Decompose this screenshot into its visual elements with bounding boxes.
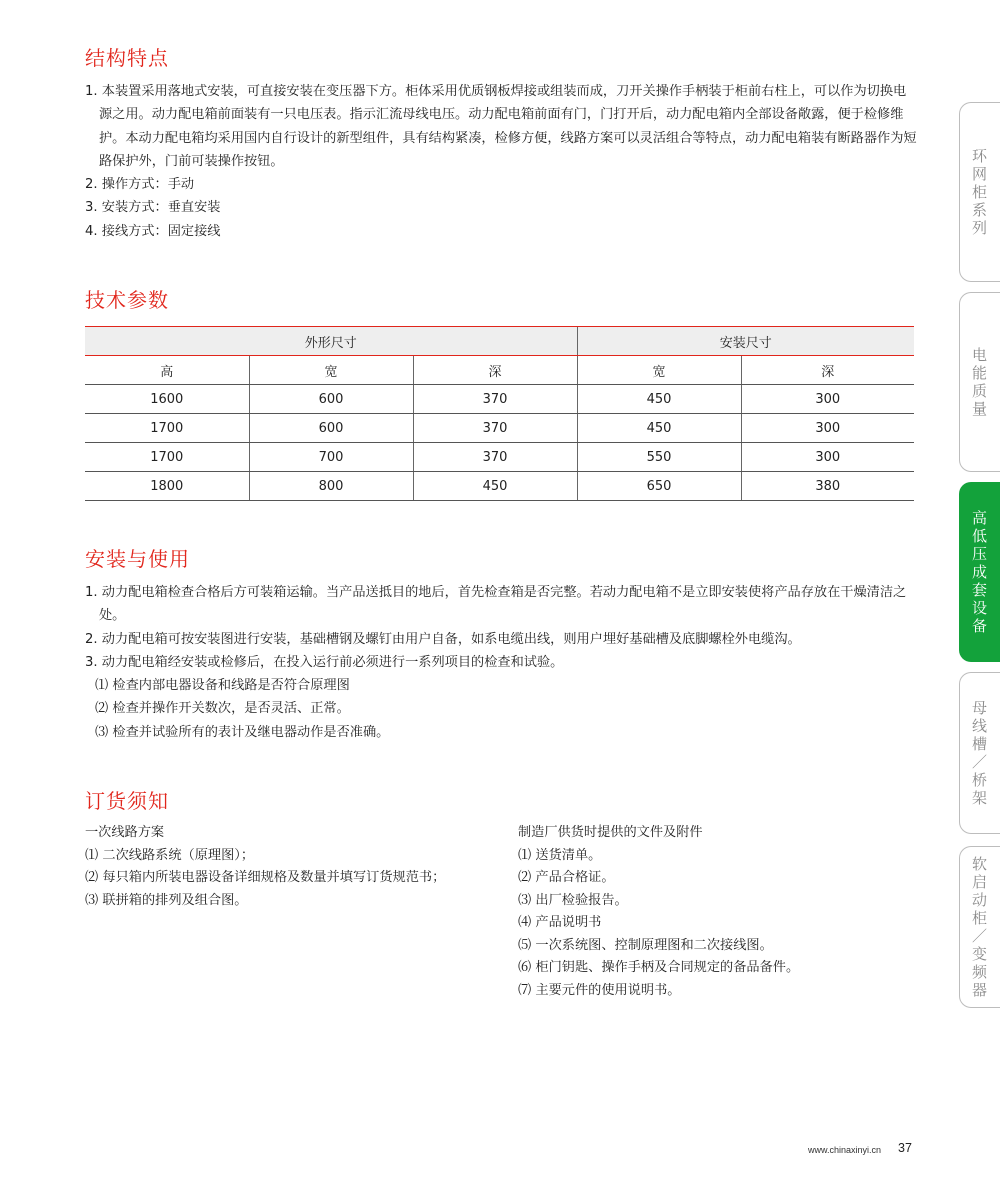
table-cell: 650 [577,472,741,501]
table-cell: 1700 [85,443,249,472]
side-tab-label: 环网柜系列 [971,147,987,237]
side-tab-ring-main-unit[interactable] [959,102,1000,282]
column-header: 深 [741,356,914,385]
structure-item: 3. 安装方式：垂直安装 [85,200,221,216]
order-right-item: ⑸ 一次系统图、控制原理图和二次接线图。 [518,937,773,953]
table-cell: 370 [413,414,577,443]
side-tab-label: 母线槽／桥架 [971,699,987,807]
column-header: 深 [413,356,577,385]
order-right-item: ⑶ 出厂检验报告。 [518,892,628,908]
table-cell: 380 [741,472,914,501]
order-left-column [85,822,505,912]
install-item: 2. 动力配电箱可按安装图进行安装，基础槽钢及螺钉由用户自备，如系电缆出线，则用户埋好基础槽及底脚螺栓外电缆沟。 [85,631,801,647]
structure-item: 2. 操作方式：手动 [85,177,195,193]
table-cell: 370 [413,385,577,414]
structure-item: 1. 本装置采用落地式安装，可直接安装在变压器下方。柜体采用优质钢板焊接或组装而成，刀开关操作手柄装于柜前右柱上，可以作为切换电源之用。动力配电箱前面装有一只电压表。指示汇流母线电压。动力配电箱前面有门，门打开后，动力配电箱内全部设备敞露，便于检修维护。本动力配电箱均采用国内自行设计的新型组件，具有结构紧凑，检修方便，线路方案可以灵活组合等特点，动力配电箱装有断路器作为短路保护外，门前可装操作按钮。 [85,84,917,169]
table-cell: 800 [249,472,413,501]
column-header: 宽 [249,356,413,385]
side-tab-busway[interactable] [959,672,1000,834]
order-right-item: ⑴ 送货清单。 [518,847,602,863]
table-cell: 600 [249,414,413,443]
order-left-item: ⑴ 二次线路系统（原理图）； [85,847,255,863]
order-left-item: ⑶ 联拼箱的排列及组合图。 [85,892,248,908]
footer-url: www.chinaxinyi.cn [808,1145,882,1155]
side-tab-switchgear[interactable] [959,482,1000,662]
order-right-item: ⑵ 产品合格证。 [518,870,615,885]
table-row [85,472,914,501]
order-left-item: ⑵ 每只箱内所装电器设备详细规格及数量并填写订货规范书； [85,870,446,885]
table-cell: 550 [577,443,741,472]
table-cell: 700 [249,443,413,472]
table-cell: 1700 [85,414,249,443]
section-title-structure: 结构特点 [85,46,169,70]
side-tab-soft-starter[interactable] [959,846,1000,1008]
install-item: 1. 动力配电箱检查合格后方可装箱运输。当产品送抵目的地后，首先检查箱是否完整。若动力配电箱不是立即安装使将产品存放在干燥清洁之处。 [85,585,907,624]
table-column-header [85,356,914,385]
install-subitem: ⑶ 检查并试验所有的表计及继电器动作是否准确。 [95,724,390,740]
column-header: 高 [85,356,249,385]
order-right-item: ⑷ 产品说明书 [518,915,602,930]
order-right-heading: 制造厂供货时提供的文件及附件 [518,825,703,840]
column-header: 宽 [577,356,741,385]
table-row [85,414,914,443]
table-cell: 600 [249,385,413,414]
order-right-item: ⑹ 柜门钥匙、操作手柄及合同规定的备品备件。 [518,960,800,975]
table-cell: 450 [413,472,577,501]
table-cell: 450 [577,385,741,414]
table-cell: 300 [741,414,914,443]
table-row [85,385,914,414]
side-tab-label: 软启动柜／变频器 [971,855,987,999]
table-cell: 370 [413,443,577,472]
table-cell: 1600 [85,385,249,414]
structure-list [85,80,917,243]
section-title-tech: 技术参数 [85,288,169,312]
spec-table [85,326,914,501]
table-group-header [85,327,914,356]
side-tab-power-quality[interactable] [959,292,1000,472]
side-tab-label: 电能质量 [971,346,987,418]
order-right-item: ⑺ 主要元件的使用说明书。 [518,982,681,998]
section-title-order: 订货须知 [85,789,169,813]
install-subitem: ⑴ 检查内部电器设备和线路是否符合原理图 [95,678,350,694]
table-row [85,443,914,472]
table-cell: 450 [577,414,741,443]
order-left-heading: 一次线路方案 [85,825,165,840]
group-outer-size: 外形尺寸 [85,327,577,356]
section-title-install: 安装与使用 [85,547,190,571]
table-cell: 300 [741,385,914,414]
side-tab-label: 高低压成套设备 [971,509,987,635]
order-right-column [518,822,918,1002]
install-item: 3. 动力配电箱经安装或检修后，在投入运行前必须进行一系列项目的检查和试验。 [85,654,564,670]
install-list [85,581,917,744]
install-subitem: ⑵ 检查并操作开关数次，是否灵活、正常。 [95,701,350,717]
table-cell: 1800 [85,472,249,501]
page-number: 37 [898,1141,912,1155]
structure-item: 4. 接线方式：固定接线 [85,223,221,239]
table-cell: 300 [741,443,914,472]
group-install-size: 安装尺寸 [577,327,914,356]
